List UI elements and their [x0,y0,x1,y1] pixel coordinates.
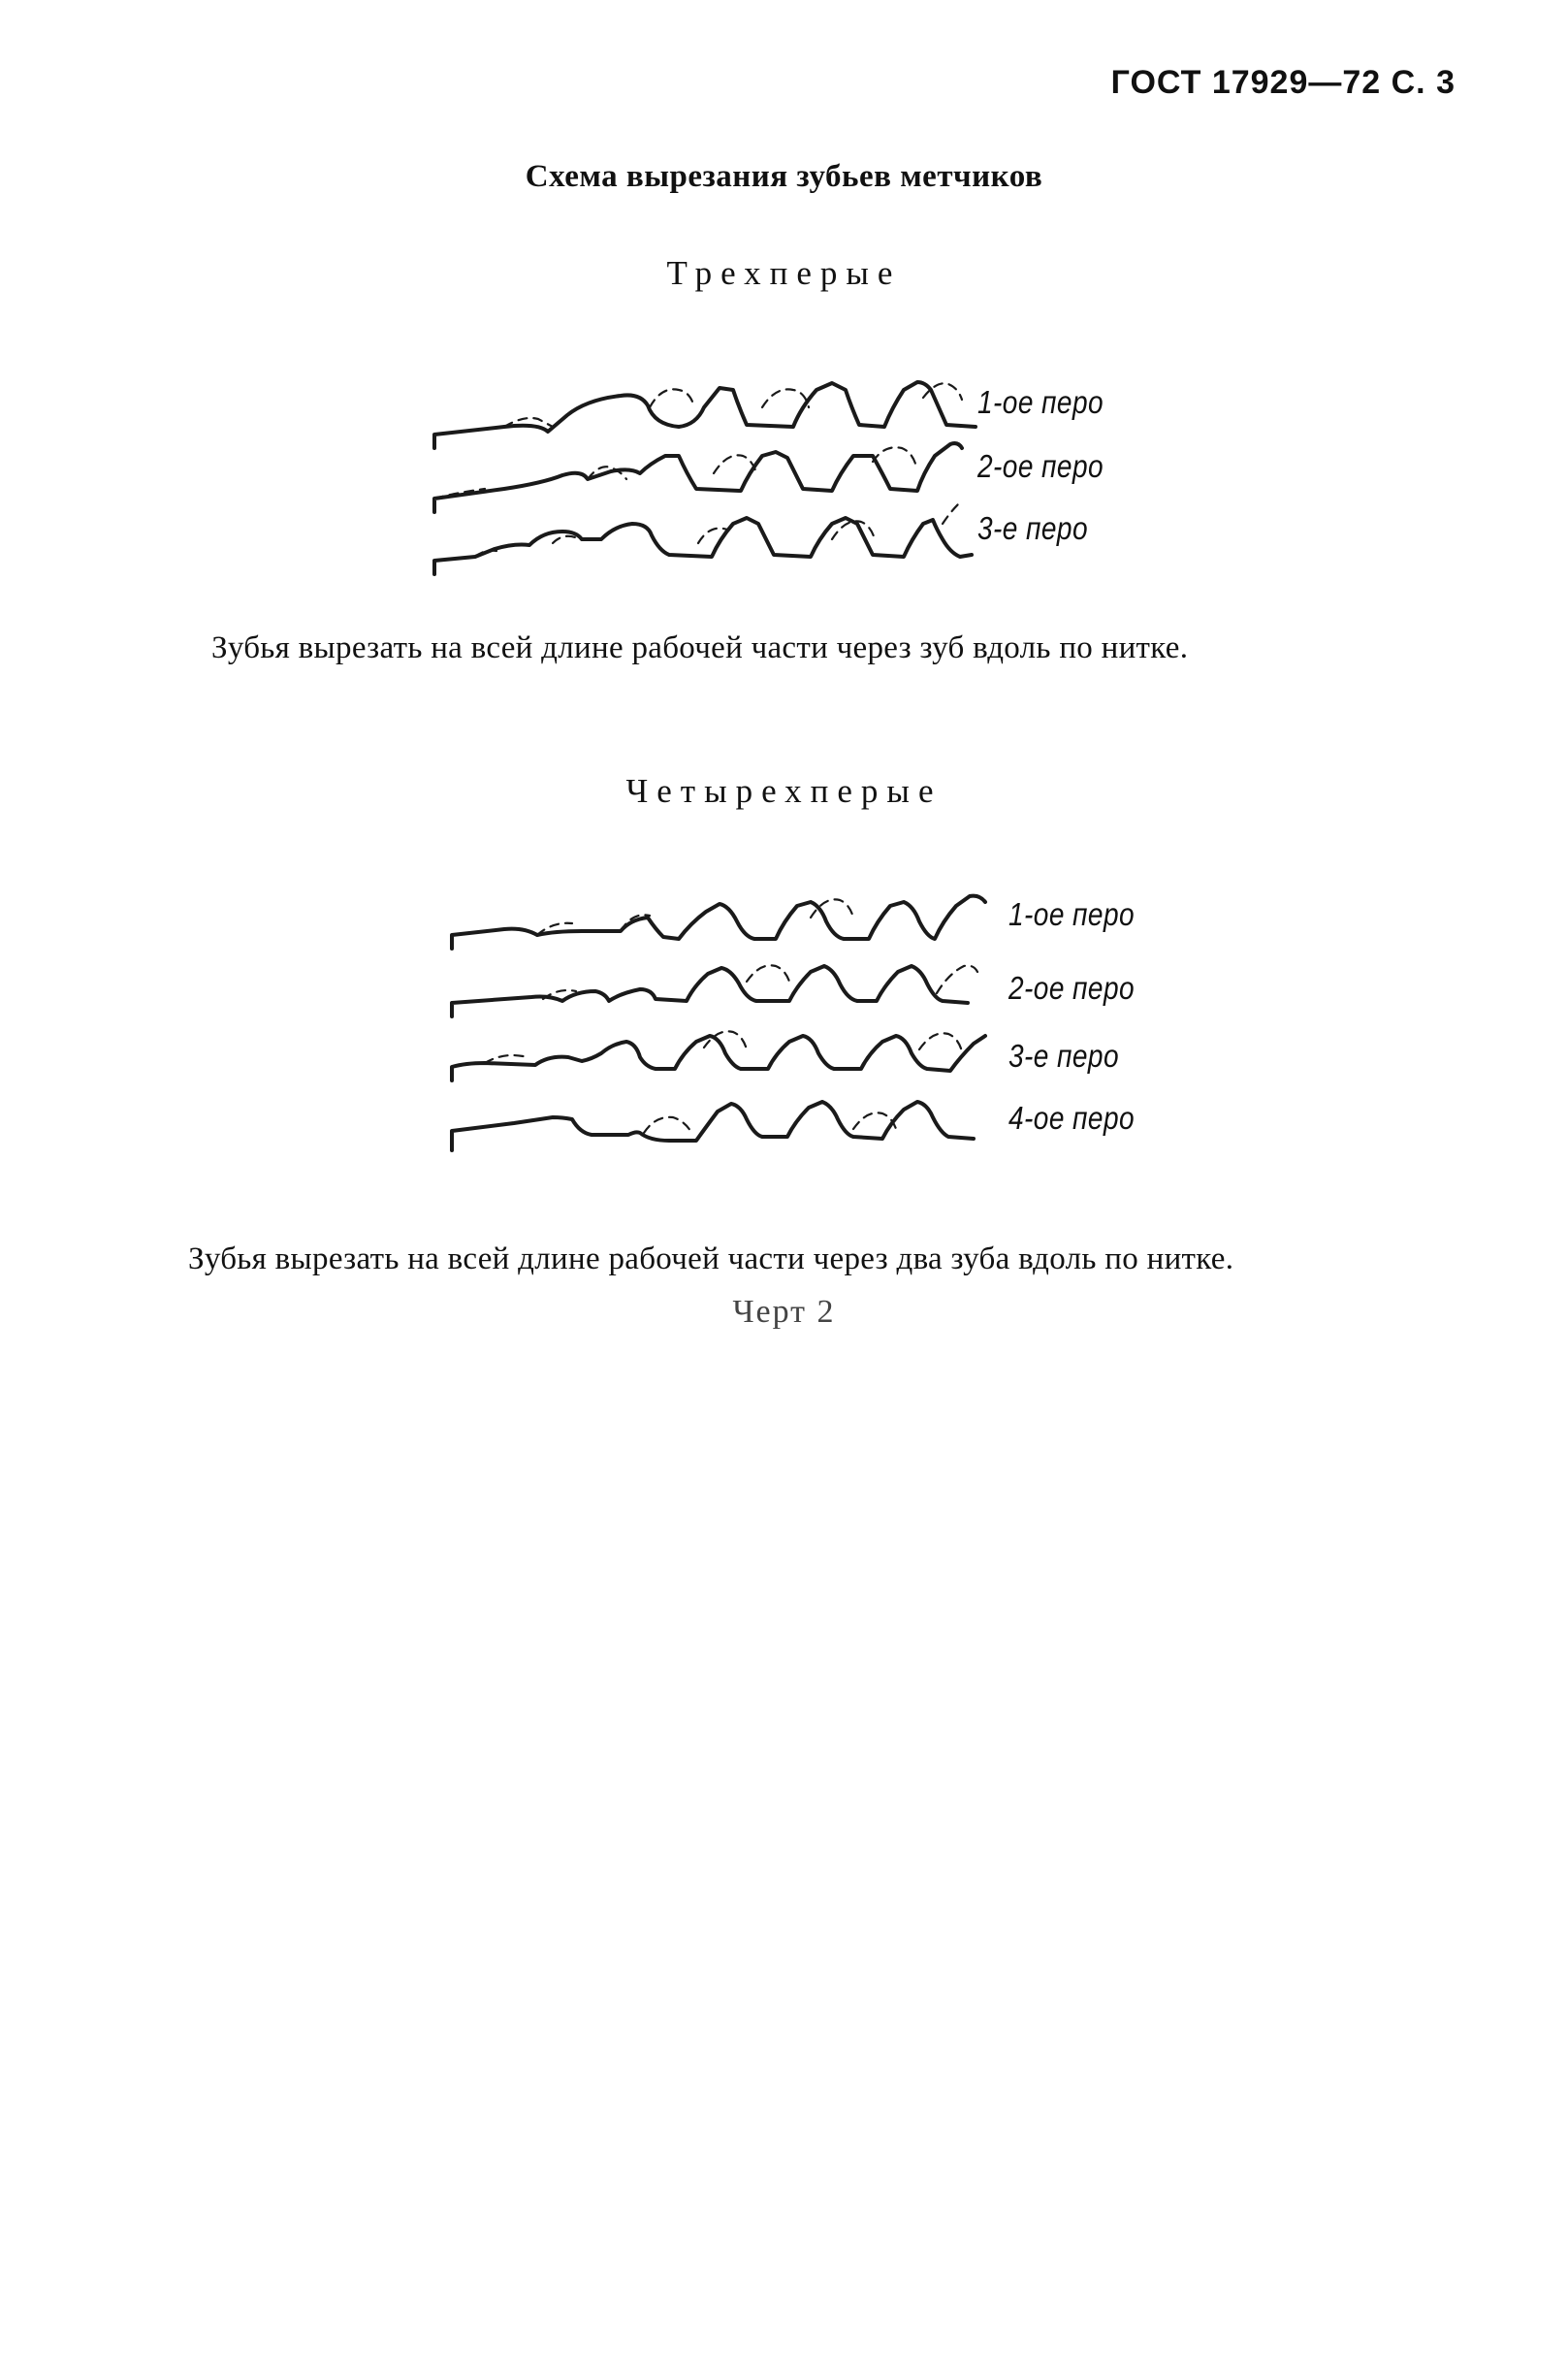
pen-label-4f-1: 1-ое перо [1008,896,1135,932]
pen-label-4f-2: 2-ое перо [1008,970,1135,1006]
pen-label-3f-3: 3-е перо [977,510,1088,546]
section-note-three-flute: Зубья вырезать на всей длине рабочей части через зуб вдоль по нитке. [211,630,1189,665]
thread-row-4f-4 [452,1102,974,1150]
section-note-four-flute: Зубья вырезать на всей длине рабочей части через два зуба вдоль по нитке. [188,1241,1234,1276]
figure-caption: Черт 2 [732,1294,836,1330]
section-heading-four-flute: Четырехперые [625,772,943,810]
thread-row-4f-1 [452,896,985,949]
document-reference: ГОСТ 17929—72 С. 3 [1110,64,1456,101]
pen-label-4f-4: 4-ое перо [1008,1100,1135,1136]
thread-row-3f-2 [434,443,962,512]
thread-row-4f-2 [452,965,977,1016]
thread-row-3f-1 [434,382,976,448]
thread-row-3f-3 [434,504,972,574]
pen-label-4f-3: 3-е перо [1008,1038,1119,1074]
pen-label-3f-1: 1-ое перо [977,384,1104,420]
section-heading-three-flute: Трехперые [666,254,902,292]
pen-label-3f-2: 2-ое перо [977,448,1104,484]
thread-row-4f-3 [452,1031,985,1080]
page-title: Схема вырезания зубьев метчиков [525,159,1043,194]
